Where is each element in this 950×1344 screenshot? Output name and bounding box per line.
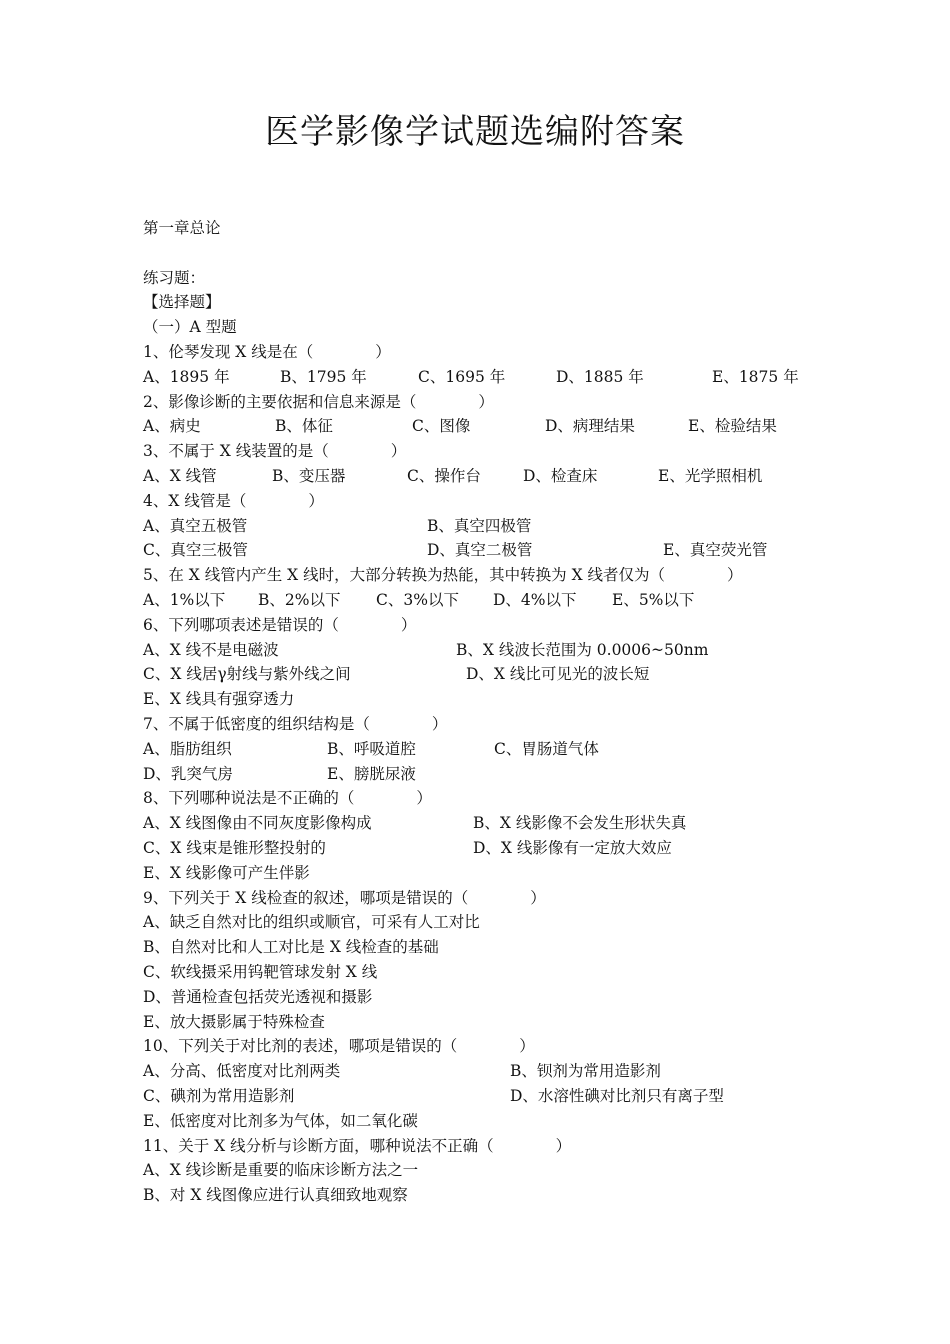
answer-option: D、病理结果 bbox=[545, 417, 635, 435]
answer-option: A、X 线不是电磁波 bbox=[143, 641, 279, 659]
question-text: 2、影像诊断的主要依据和信息来源是（ ） bbox=[143, 393, 494, 411]
answer-option: C、图像 bbox=[412, 417, 471, 435]
document-title: 医学影像学试题选编附答案 bbox=[265, 112, 685, 152]
answer-option: B、呼吸道腔 bbox=[327, 740, 416, 758]
answer-option: A、脂肪组织 bbox=[143, 740, 232, 758]
answer-option: E、1875 年 bbox=[712, 368, 799, 386]
question-text: 8、下列哪种说法是不正确的（ ） bbox=[143, 789, 432, 807]
answer-option: B、变压器 bbox=[272, 467, 346, 485]
answer-option: B、体征 bbox=[275, 417, 333, 435]
answer-option: A、真空五极管 bbox=[143, 517, 248, 535]
answer-option: E、膀胱尿液 bbox=[327, 765, 416, 783]
answer-option: B、对 X 线图像应进行认真细致地观察 bbox=[143, 1186, 408, 1204]
answer-option: D、乳突气房 bbox=[143, 765, 233, 783]
answer-option: D、检查床 bbox=[523, 467, 598, 485]
answer-option: A、X 线诊断是重要的临床诊断方法之一 bbox=[143, 1161, 419, 1179]
answer-option: E、低密度对比剂多为气体，如二氧化碳 bbox=[143, 1112, 418, 1130]
answer-option: E、放大摄影属于特殊检查 bbox=[143, 1013, 325, 1031]
answer-option: B、X 线影像不会发生形状失真 bbox=[473, 814, 687, 832]
answer-option: B、钡剂为常用造影剂 bbox=[510, 1062, 661, 1080]
answer-option: C、胃肠道气体 bbox=[494, 740, 599, 758]
answer-option: A、X 线管 bbox=[143, 467, 217, 485]
answer-option: A、1%以下 bbox=[143, 591, 226, 609]
answer-option: C、真空三极管 bbox=[143, 541, 248, 559]
answer-option: A、缺乏自然对比的组织或顺官，可采有人工对比 bbox=[143, 913, 480, 931]
answer-option: B、1795 年 bbox=[280, 368, 367, 386]
answer-option: B、自然对比和人工对比是 X 线检查的基础 bbox=[143, 938, 439, 956]
answer-option: C、3%以下 bbox=[376, 591, 459, 609]
answer-option: C、X 线居γ射线与紫外线之间 bbox=[143, 665, 351, 683]
answer-option: D、X 线比可见光的波长短 bbox=[466, 665, 650, 683]
answer-option: B、X 线波长范围为 0.0006~50nm bbox=[456, 641, 709, 659]
question-text: 4、X 线管是（ ） bbox=[143, 492, 324, 510]
answer-option: C、操作台 bbox=[407, 467, 481, 485]
answer-option: E、X 线影像可产生伴影 bbox=[143, 864, 310, 882]
answer-option: D、真空二极管 bbox=[427, 541, 533, 559]
question-text: 9、下列关于 X 线检查的叙述，哪项是错误的（ ） bbox=[143, 889, 546, 907]
answer-option: B、真空四极管 bbox=[427, 517, 532, 535]
answer-option: E、检验结果 bbox=[688, 417, 777, 435]
question-text: 6、下列哪项表述是错误的（ ） bbox=[143, 616, 417, 634]
subsection-label: （一）A 型题 bbox=[143, 318, 237, 336]
answer-option: C、碘剂为常用造影剂 bbox=[143, 1087, 295, 1105]
question-text: 7、不属于低密度的组织结构是（ ） bbox=[143, 715, 448, 733]
question-text: 5、在 X 线管内产生 X 线时，大部分转换为热能，其中转换为 X 线者仅为（ ） bbox=[143, 566, 743, 584]
section-label: 【选择题】 bbox=[143, 293, 221, 311]
answer-option: A、X 线图像由不同灰度影像构成 bbox=[143, 814, 372, 832]
answer-option: D、水溶性碘对比剂只有离子型 bbox=[510, 1087, 724, 1105]
answer-option: D、1885 年 bbox=[556, 368, 644, 386]
question-text: 3、不属于 X 线装置的是（ ） bbox=[143, 442, 407, 460]
answer-option: A、1895 年 bbox=[143, 368, 230, 386]
answer-option: C、软线摄采用钨靶管球发射 X 线 bbox=[143, 963, 378, 981]
answer-option: E、光学照相机 bbox=[658, 467, 763, 485]
answer-option: C、1695 年 bbox=[418, 368, 506, 386]
answer-option: A、病史 bbox=[143, 417, 201, 435]
answer-option: E、X 线具有强穿透力 bbox=[143, 690, 295, 708]
exercises-label: 练习题： bbox=[143, 269, 206, 287]
answer-option: E、真空荧光管 bbox=[663, 541, 768, 559]
answer-option: D、普通检查包括荧光透视和摄影 bbox=[143, 988, 373, 1006]
answer-option: C、X 线束是锥形整投射的 bbox=[143, 839, 326, 857]
chapter-title: 第一章总论 bbox=[143, 219, 221, 237]
answer-option: E、5%以下 bbox=[612, 591, 695, 609]
answer-option: D、4%以下 bbox=[493, 591, 577, 609]
question-text: 11、关于 X 线分析与诊断方面，哪种说法不正确（ ） bbox=[143, 1137, 572, 1155]
question-text: 10、下列关于对比剂的表述，哪项是错误的（ ） bbox=[143, 1037, 535, 1055]
answer-option: D、X 线影像有一定放大效应 bbox=[473, 839, 672, 857]
question-text: 1、伦琴发现 X 线是在（ ） bbox=[143, 343, 391, 361]
answer-option: A、分高、低密度对比剂两类 bbox=[143, 1062, 341, 1080]
answer-option: B、2%以下 bbox=[258, 591, 341, 609]
